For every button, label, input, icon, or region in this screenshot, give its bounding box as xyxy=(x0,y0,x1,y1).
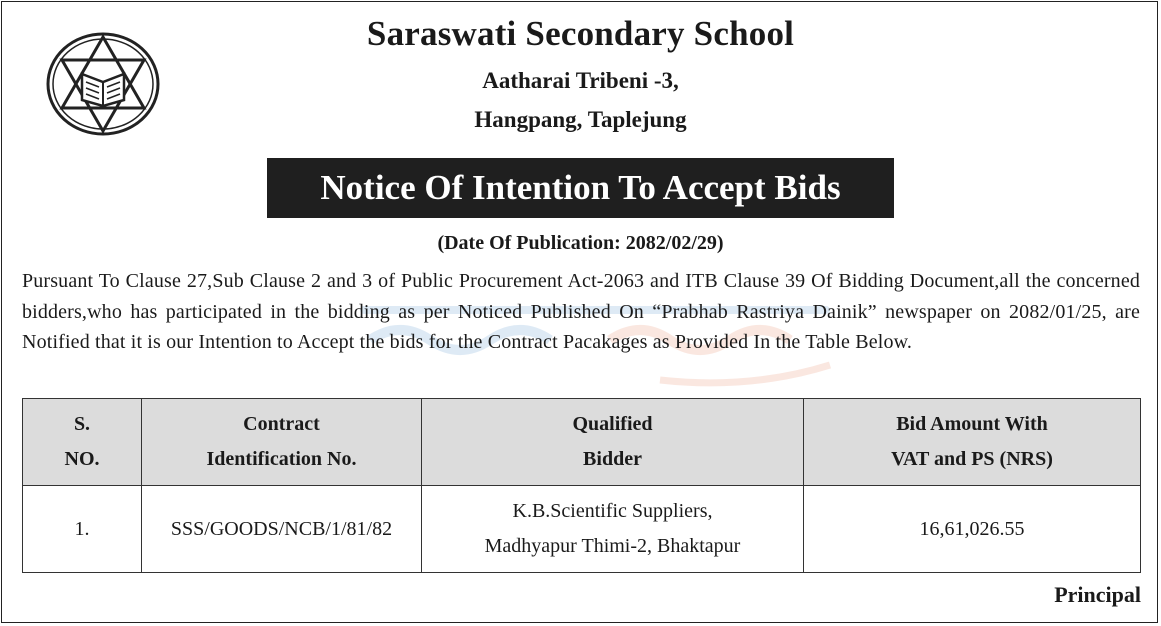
notice-title: Notice Of Intention To Accept Bids xyxy=(267,158,894,218)
signature-principal: Principal xyxy=(1054,582,1141,607)
header-contract-id: Contract Identification No. xyxy=(142,399,422,486)
table-row xyxy=(23,486,1141,573)
header-bid-amount: Bid Amount With VAT and PS (NRS) xyxy=(804,399,1141,486)
header-serial-no: S. NO. xyxy=(23,399,142,486)
cell-bidder: K.B.Scientific Suppliers, Madhyapur Thimi-2, Bhaktapur xyxy=(422,486,804,573)
notice-body: Pursuant To Clause 27,Sub Clause 2 and 3 of Public Procurement Act-2063 and ITB Clause 39 Of Bidding Document,all the concerned bidders,who has participated in the bidding as per Noticed Published On “Prabhab Rastriya Dainik” newspaper on 2082/01/25, are Notified that it is our Intention to Accept the bids for the Contract Pacakages as Provided In the Table Below. xyxy=(22,270,1140,353)
cell-bid-amount: 16,61,026.55 xyxy=(804,486,1141,573)
header-qualified-bidder: Qualified Bidder xyxy=(422,399,804,486)
address-line-2: Hangpang, Taplejung xyxy=(474,107,687,132)
publication-date: (Date Of Publication: 2082/02/29) xyxy=(437,232,724,254)
school-name: Saraswati Secondary School xyxy=(366,14,795,53)
cell-serial-no: 1. xyxy=(23,486,142,573)
table-header-row xyxy=(23,399,1141,486)
cell-contract-id: SSS/GOODS/NCB/1/81/82 xyxy=(142,486,422,573)
address-line-1: Aatharai Tribeni -3, xyxy=(482,68,679,93)
bids-table xyxy=(22,398,1141,573)
